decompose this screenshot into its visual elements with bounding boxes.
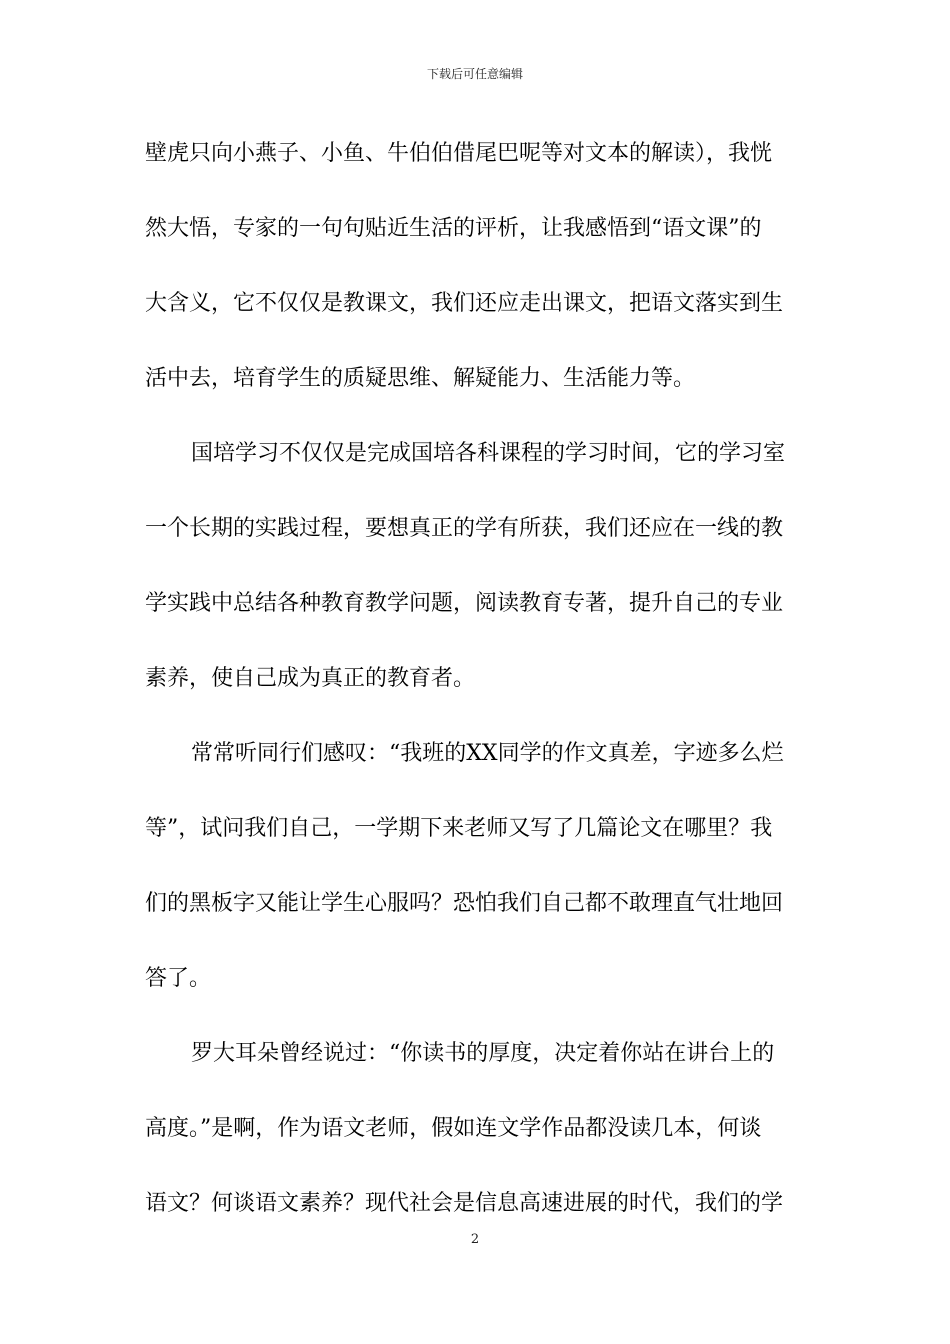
text-line: 然大悟，专家的一句句贴近生活的评析，让我感悟到“语文课”的 — [145, 216, 762, 241]
page-header: 下载后可任意编辑 — [426, 67, 523, 81]
text-line: 活中去，培育学生的质疑思维、解疑能力、生活能力等。 — [145, 366, 696, 391]
text-line: 等”，试问我们自己，一学期下来老师又写了几篇论文在哪里？我 — [145, 816, 773, 841]
text-line: 罗大耳朵曾经说过：“你读书的厚度，决定着你站在讲台上的 — [191, 1041, 775, 1066]
text-line: 一个长期的实践过程，要想真正的学有所获，我们还应在一线的教 — [145, 516, 784, 541]
text-line: 语文？何谈语文素养？现代社会是信息高速进展的时代，我们的学 — [145, 1191, 784, 1216]
document-body — [145, 132, 809, 1257]
text-line: 国培学习不仅仅是完成国培各科课程的学习时间，它的学习室 — [191, 441, 786, 466]
text-line: 们的黑板字又能让学生心服吗？恐怕我们自己都不敢理直气壮地回 — [145, 891, 784, 916]
text-line: 素养，使自己成为真正的教育者。 — [145, 666, 476, 691]
text-line: 答了。 — [145, 966, 212, 991]
text-line: 大含义，它不仅仅是教课文，我们还应走出课文，把语文落实到生 — [145, 291, 784, 316]
text-line: 壁虎只向小燕子、小鱼、牛伯伯借尾巴呢等对文本的解读），我恍 — [145, 141, 773, 166]
page-number: 2 — [470, 1232, 480, 1247]
text-line: 常常听同行们感叹：“我班的XX同学的作文真差，字迹多么烂 — [191, 741, 784, 766]
text-line: 高度。”是啊，作为语文老师，假如连文学作品都没读几本，何谈 — [145, 1116, 762, 1141]
text-line: 学实践中总结各种教育教学问题，阅读教育专著，提升自己的专业 — [145, 591, 784, 616]
